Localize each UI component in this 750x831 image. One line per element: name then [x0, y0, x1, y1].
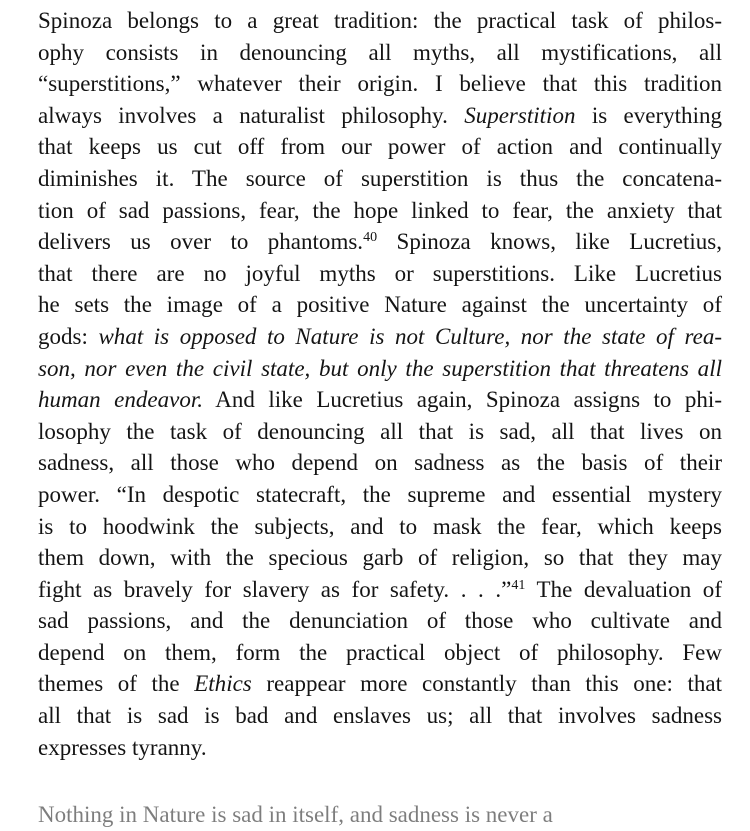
text-segment: And like Lucretius again, Spinoza assigns to phi- [203, 387, 722, 413]
text-line [38, 195, 722, 227]
text-line [38, 258, 722, 290]
text-segment: all that is sad is bad and enslaves us; all that involves sadness [38, 703, 722, 729]
book-page-text [38, 5, 722, 763]
text-segment: depend on them, form the practical object of philosophy. Few [38, 639, 722, 665]
text-segment: always involves a naturalist philosophy. [38, 102, 465, 128]
text-segment: delivers us over to phantoms. [38, 229, 364, 255]
text-segment: power. “In despotic statecraft, the supreme and essential mystery [38, 481, 722, 507]
text-segment: losophy the task of denouncing all that is sad, all that lives on [38, 418, 722, 444]
text-segment: sadness, all those who depend on sadness as the basis of their [38, 450, 722, 476]
text-line [38, 163, 722, 195]
cutoff-next-line [38, 802, 722, 827]
text-segment: Spinoza knows, like Lucretius, [377, 229, 722, 255]
text-segment: that there are no joyful myths or superstitions. Like Lucretius [38, 260, 722, 286]
italic-text: Superstition [464, 102, 576, 128]
text-segment: diminishes it. The source of superstition is thus the concatena- [38, 165, 722, 191]
text-segment: fight as bravely for slavery as for safety. . . .” [38, 576, 512, 602]
text-line [38, 637, 722, 669]
text-line [38, 384, 722, 416]
text-segment: Spinoza belongs to a great tradition: the practical task of philos- [38, 8, 722, 33]
text-segment: them down, with the specious garb of religion, so that they may [38, 545, 722, 571]
text-segment: “superstitions,” whatever their origin. I believe that this tradition [38, 71, 722, 97]
footnote-ref: 41 [511, 577, 526, 593]
italic-text: Ethics [194, 671, 252, 697]
cutoff-line-text: Nothing in Nature is sad in itself, and sadness is never a [38, 802, 553, 827]
text-line [38, 700, 722, 732]
text-segment: that keeps us cut off from our power of action and continually [38, 134, 722, 160]
text-line [38, 226, 722, 258]
text-line [38, 574, 722, 606]
text-line [38, 131, 722, 163]
text-segment: is to hoodwink the subjects, and to mask the fear, which keeps [38, 513, 722, 539]
text-segment: is everything [575, 102, 722, 128]
text-line [38, 511, 722, 543]
text-line [38, 605, 722, 637]
text-line [38, 100, 722, 132]
text-line [38, 289, 722, 321]
text-line [38, 479, 722, 511]
text-segment: gods: [38, 323, 99, 349]
text-line [38, 37, 722, 69]
text-line [38, 416, 722, 448]
footnote-ref: 40 [363, 230, 378, 246]
text-segment: tion of sad passions, fear, the hope linked to fear, the anxiety that [38, 197, 722, 223]
text-segment: themes of the [38, 671, 195, 697]
text-segment: expresses tyranny. [38, 734, 207, 760]
text-line [38, 732, 722, 764]
italic-text: what is opposed to Nature is not Culture, nor the state of rea- [98, 323, 722, 349]
text-segment: reappear more constantly than this one: that [251, 671, 722, 697]
text-line [38, 353, 722, 385]
text-line [38, 5, 722, 37]
italic-text: son, nor even the civil state, but only the superstition that threatens all [38, 355, 722, 381]
text-line [38, 321, 722, 353]
italic-text: human endeavor. [38, 387, 204, 413]
text-segment: The devaluation of [525, 576, 722, 602]
text-line [38, 542, 722, 574]
text-segment: he sets the image of a positive Nature against the uncertainty of [38, 292, 722, 318]
text-line [38, 447, 722, 479]
text-line [38, 68, 722, 100]
text-segment: ophy consists in denouncing all myths, all mystifications, all [38, 39, 722, 65]
text-segment: sad passions, and the denunciation of those who cultivate and [38, 608, 722, 634]
text-line [38, 668, 722, 700]
